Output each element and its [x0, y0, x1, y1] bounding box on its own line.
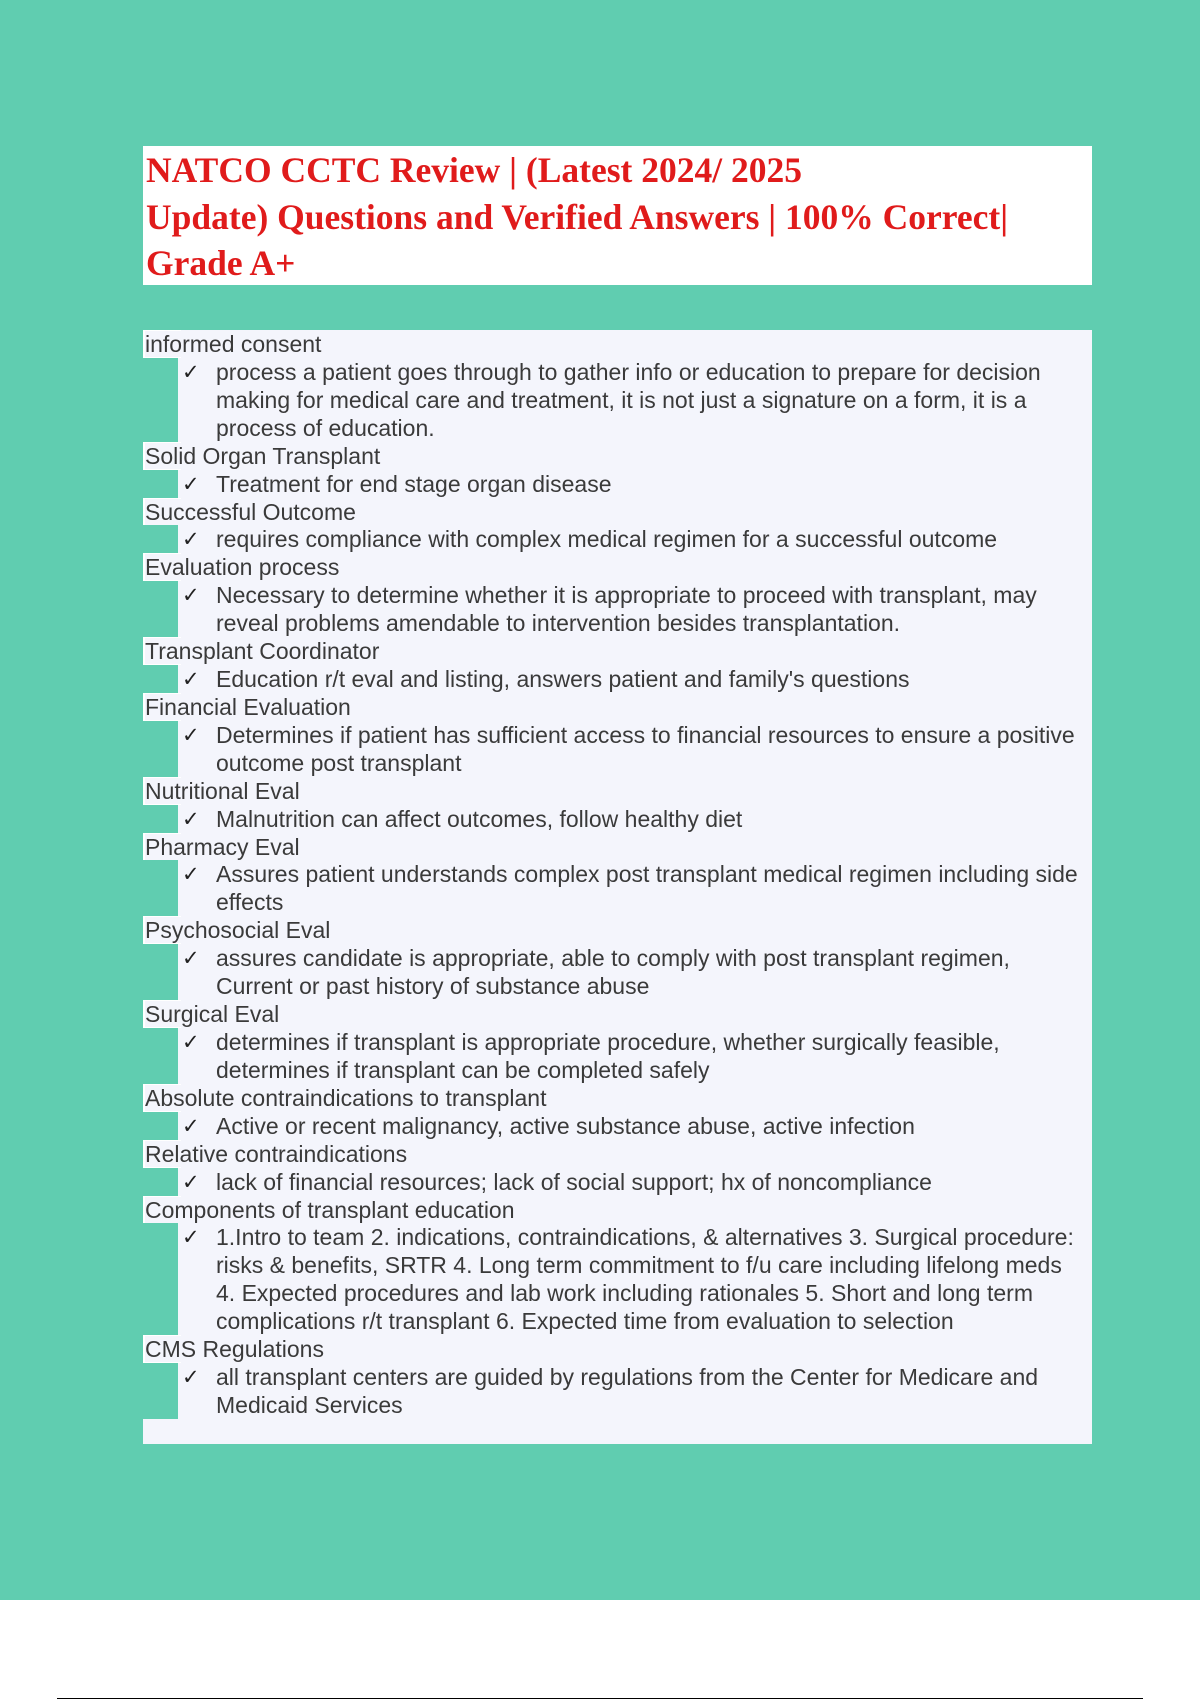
title-line: NATCO CCTC Review | (Latest 2024/ 2025	[146, 150, 802, 190]
question-term	[143, 442, 381, 470]
answer-text: Determines if patient has sufficient access to financial resources to ensure a positive outcome post transplant	[216, 721, 1075, 776]
answer-item	[143, 805, 1092, 833]
answer-gutter	[143, 1168, 178, 1196]
title-line: Update) Questions and Verified Answers | 100% Correct|	[146, 196, 1009, 237]
checkmark-icon: ✓	[182, 1365, 200, 1390]
document-title	[146, 147, 1088, 287]
title-banner	[143, 146, 1092, 285]
answer-text: Malnutrition can affect outcomes, follow healthy diet	[216, 805, 743, 832]
question-term-text: Psychosocial Eval	[145, 917, 331, 944]
answer-gutter	[143, 1223, 178, 1335]
question-term-text: Pharmacy Eval	[145, 833, 300, 860]
question-term	[143, 637, 380, 665]
question-term	[143, 330, 322, 358]
answer-gutter	[143, 944, 178, 1000]
question-term	[143, 916, 331, 944]
checkmark-icon: ✓	[182, 666, 200, 691]
answer-item	[143, 665, 1092, 693]
answer-item	[143, 525, 1092, 553]
answer-gutter	[143, 581, 178, 637]
answer-item	[143, 860, 1092, 916]
answer-gutter	[143, 1363, 178, 1419]
answer-item	[143, 1363, 1092, 1419]
question-term-text: Relative contraindications	[145, 1140, 408, 1167]
question-term	[143, 553, 340, 581]
answer-gutter	[143, 358, 178, 442]
footer-divider	[57, 1698, 1143, 1699]
answer-text: 1.Intro to team 2. indications, contraindications, & alternatives 3. Surgical procedure: risks & benefits, SRTR 4. Long term commitment to f/u care including lifelong meds 4. Expected procedures and lab work including rationales 5. Short and long term complications r/t transplant 6. Expected time from evaluation to selection	[216, 1224, 1074, 1335]
answer-gutter	[143, 1028, 178, 1084]
question-term	[143, 1084, 547, 1112]
answer-item	[143, 470, 1092, 498]
question-term	[143, 1335, 324, 1363]
question-term-text: Financial Evaluation	[145, 693, 351, 720]
question-term	[143, 777, 300, 805]
answer-item	[143, 721, 1092, 777]
answer-gutter	[143, 665, 178, 693]
checkmark-icon: ✓	[182, 722, 200, 747]
answer-item	[143, 944, 1092, 1000]
checkmark-icon: ✓	[182, 527, 200, 552]
answer-text: requires compliance with complex medical regimen for a successful outcome	[216, 526, 998, 553]
checkmark-icon: ✓	[182, 1169, 200, 1194]
checkmark-icon: ✓	[182, 359, 200, 384]
question-term-text: Surgical Eval	[145, 1001, 280, 1028]
question-term	[143, 498, 356, 526]
question-term-text: Nutritional Eval	[145, 777, 300, 804]
qa-content	[143, 330, 1092, 1444]
answer-gutter	[143, 1112, 178, 1140]
title-line: Grade A+	[146, 243, 296, 283]
checkmark-icon: ✓	[182, 862, 200, 887]
answer-text: lack of financial resources; lack of social support; hx of noncompliance	[216, 1168, 932, 1195]
answer-gutter	[143, 470, 178, 498]
answer-text: Treatment for end stage organ disease	[216, 470, 612, 497]
question-term-text: Solid Organ Transplant	[145, 442, 381, 469]
question-term	[143, 1196, 515, 1224]
question-term-text: Successful Outcome	[145, 498, 356, 525]
question-term-text: CMS Regulations	[145, 1336, 324, 1363]
checkmark-icon: ✓	[182, 1029, 200, 1054]
answer-text: Active or recent malignancy, active substance abuse, active infection	[216, 1112, 915, 1139]
answer-item	[143, 1223, 1092, 1335]
answer-text: Necessary to determine whether it is appropriate to proceed with transplant, may reveal problems amendable to intervention besides transplantation.	[216, 582, 1037, 637]
answer-gutter	[143, 805, 178, 833]
question-term-text: Components of transplant education	[145, 1196, 515, 1223]
question-term	[143, 1000, 280, 1028]
answer-item	[143, 358, 1092, 442]
question-term-text: informed consent	[145, 331, 322, 357]
answer-gutter	[143, 860, 178, 916]
answer-text: process a patient goes through to gather info or education to prepare for decision making for medical care and treatment, it is not just a signature on a form, it is a process of education.	[216, 358, 1041, 441]
answer-item	[143, 1168, 1092, 1196]
answer-item	[143, 1028, 1092, 1084]
answer-text: Education r/t eval and listing, answers patient and family's questions	[216, 665, 910, 692]
question-term-text: Absolute contraindications to transplant	[145, 1084, 547, 1111]
checkmark-icon: ✓	[182, 583, 200, 608]
answer-gutter	[143, 525, 178, 553]
question-term	[143, 1140, 408, 1168]
answer-item	[143, 581, 1092, 637]
answer-text: all transplant centers are guided by regulations from the Center for Medicare and Medicaid Services	[216, 1364, 1039, 1419]
checkmark-icon: ✓	[182, 1113, 200, 1138]
answer-text: Assures patient understands complex post transplant medical regimen including side effects	[216, 861, 1078, 916]
question-term	[143, 833, 300, 861]
question-term	[143, 693, 351, 721]
answer-item	[143, 1112, 1092, 1140]
checkmark-icon: ✓	[182, 946, 200, 971]
answer-gutter	[143, 721, 178, 777]
answer-text: determines if transplant is appropriate procedure, whether surgically feasible, determines if transplant can be completed safely	[216, 1028, 1000, 1083]
qa-list	[143, 330, 1092, 1419]
answer-text: assures candidate is appropriate, able to comply with post transplant regimen, Current or past history of substance abuse	[216, 945, 1010, 1000]
checkmark-icon: ✓	[182, 471, 200, 496]
question-term-text: Transplant Coordinator	[145, 638, 380, 665]
checkmark-icon: ✓	[182, 1225, 200, 1250]
checkmark-icon: ✓	[182, 806, 200, 831]
question-term-text: Evaluation process	[145, 554, 340, 581]
